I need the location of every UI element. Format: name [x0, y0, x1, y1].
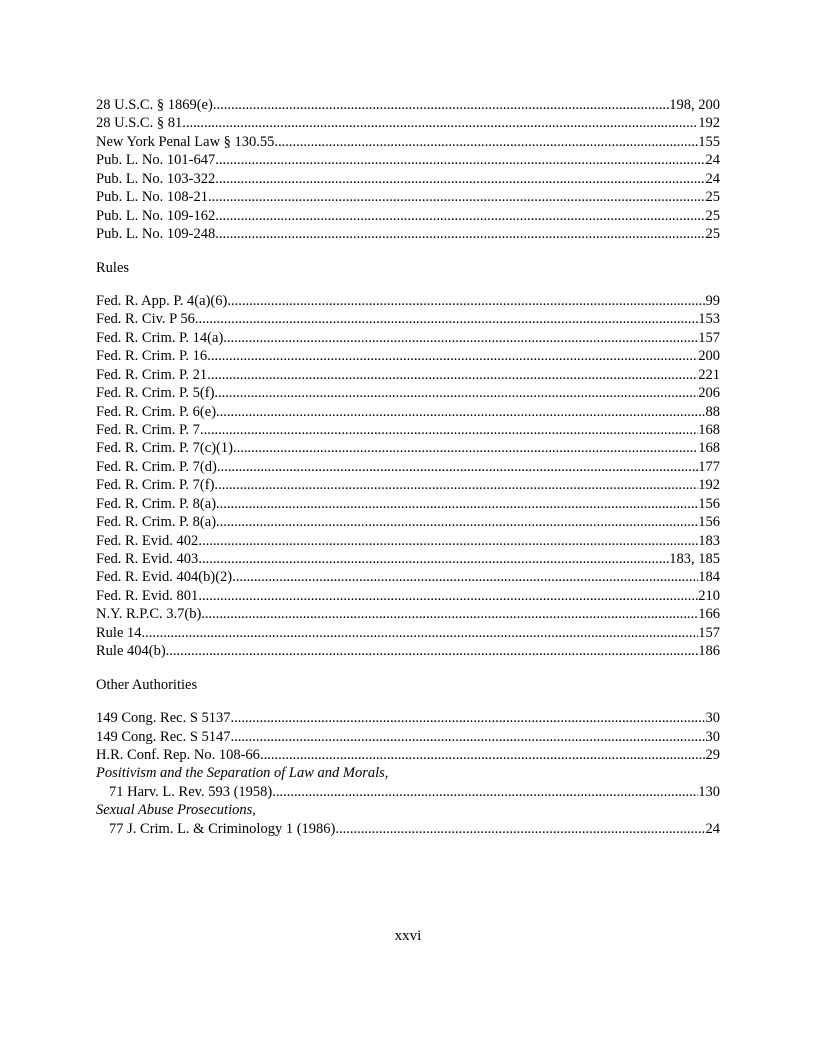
- toa-entry: [96, 292, 720, 310]
- dot-leader: [216, 495, 698, 513]
- page-reference: 192: [698, 477, 720, 494]
- dot-leader: [216, 403, 705, 421]
- toa-entry: [96, 624, 720, 642]
- page-reference: 200: [698, 348, 720, 365]
- citation: Fed. R. App. P. 4(a)(6): [96, 292, 228, 309]
- page-reference: 183, 185: [669, 551, 720, 568]
- page-reference: 130: [698, 783, 720, 800]
- toa-entry: [96, 403, 720, 421]
- citation: 28 U.S.C. § 81: [96, 115, 183, 132]
- citation: Fed. R. Civ. P 56: [96, 311, 195, 328]
- toa-entry: [96, 207, 720, 225]
- section-heading-rules: Rules: [96, 259, 130, 276]
- toa-entry: [96, 458, 720, 476]
- toa-entry: [96, 746, 720, 764]
- citation: Fed. R. Evid. 404(b)(2): [96, 569, 233, 586]
- citation: Pub. L. No. 109-162: [96, 207, 216, 224]
- toa-entry: [96, 310, 720, 328]
- citation: Fed. R. Crim. P. 8(a): [96, 514, 217, 531]
- dot-leader: [233, 439, 698, 457]
- citation: Fed. R. Crim. P. 7(f): [96, 477, 215, 494]
- citation: Rule 14: [96, 624, 142, 641]
- page-reference: 29: [705, 746, 720, 763]
- other-authorities-list: [96, 709, 720, 838]
- page-number: xxvi: [394, 928, 422, 944]
- page-reference: 157: [698, 624, 720, 641]
- page-reference: 192: [698, 115, 720, 132]
- citation: Fed. R. Crim. P. 16: [96, 348, 208, 365]
- toa-entry: [96, 513, 720, 531]
- page-reference: 221: [698, 366, 720, 383]
- dot-leader: [200, 421, 698, 439]
- page-reference: 24: [705, 170, 720, 187]
- dot-leader: [223, 329, 698, 347]
- dot-leader: [208, 188, 706, 206]
- page-reference: 25: [705, 226, 720, 243]
- article-title-text: Sexual Abuse Prosecutions: [96, 802, 253, 819]
- citation: Fed. R. Crim. P. 8(a): [96, 495, 217, 512]
- dot-leader: [198, 587, 698, 605]
- title-comma: ,: [252, 802, 256, 819]
- toa-entry: [96, 439, 720, 457]
- page-reference: 99: [705, 292, 720, 309]
- page-reference: 168: [698, 440, 720, 457]
- dot-leader: [260, 746, 706, 764]
- dot-leader: [231, 728, 706, 746]
- dot-leader: [195, 310, 698, 328]
- citation: Fed. R. Evid. 403: [96, 551, 199, 568]
- citation: Fed. R. Crim. P. 21: [96, 366, 208, 383]
- citation: Fed. R. Crim. P. 7: [96, 421, 200, 438]
- rules-list: [96, 292, 720, 661]
- toa-entry: [96, 783, 720, 801]
- dot-leader: [182, 114, 698, 132]
- toa-entry: [96, 133, 720, 151]
- toa-entry: [96, 170, 720, 188]
- dot-leader: [214, 476, 698, 494]
- citation: 77 J. Crim. L. & Criminology 1 (1986): [109, 820, 336, 837]
- citation: Fed. R. Evid. 402: [96, 532, 199, 549]
- citation: H.R. Conf. Rep. No. 108-66: [96, 746, 260, 763]
- toa-entry: [96, 476, 720, 494]
- page-reference: 30: [705, 728, 720, 745]
- dot-leader: [207, 366, 698, 384]
- page-reference: 153: [698, 311, 720, 328]
- toa-entry: [96, 642, 720, 660]
- section-heading-other-authorities: Other Authorities: [96, 676, 198, 693]
- toa-entry: [96, 820, 720, 838]
- toa-entry: [96, 225, 720, 243]
- dot-leader: [227, 292, 705, 310]
- dot-leader: [217, 458, 698, 476]
- article-title: [96, 764, 720, 782]
- table-of-authorities: [96, 96, 720, 838]
- page-reference: 183: [698, 532, 720, 549]
- citation: 149 Cong. Rec. S 5137: [96, 710, 231, 727]
- citation: 149 Cong. Rec. S 5147: [96, 728, 231, 745]
- page-reference: 25: [705, 207, 720, 224]
- page-reference: 198, 200: [669, 96, 720, 113]
- citation: Fed. R. Crim. P. 6(e): [96, 403, 217, 420]
- toa-entry: [96, 728, 720, 746]
- citation: 71 Harv. L. Rev. 593 (1958): [109, 783, 273, 800]
- toa-entry: [96, 532, 720, 550]
- dot-leader: [231, 709, 706, 727]
- page-reference: 156: [698, 514, 720, 531]
- page-reference: 156: [698, 495, 720, 512]
- page-reference: 24: [705, 152, 720, 169]
- page-reference: 166: [698, 606, 720, 623]
- page-reference: 155: [698, 133, 720, 150]
- page-reference: 184: [698, 569, 720, 586]
- page-reference: 206: [698, 385, 720, 402]
- page-reference: 24: [705, 820, 720, 837]
- dot-leader: [201, 605, 698, 623]
- dot-leader: [215, 170, 705, 188]
- dot-leader: [198, 550, 669, 568]
- citation: Pub. L. No. 109-248: [96, 226, 216, 243]
- page-reference: 177: [698, 458, 720, 475]
- citation: 28 U.S.C. § 1869(e): [96, 96, 213, 113]
- dot-leader: [232, 569, 698, 587]
- citation: Fed. R. Evid. 801: [96, 587, 199, 604]
- dot-leader: [215, 151, 705, 169]
- citation: N.Y. R.P.C. 3.7(b): [96, 606, 202, 623]
- toa-entry: [96, 495, 720, 513]
- toa-entry: [96, 188, 720, 206]
- page-reference: 210: [698, 587, 720, 604]
- title-comma: ,: [384, 765, 389, 782]
- toa-entry: [96, 384, 720, 402]
- dot-leader: [215, 225, 705, 243]
- dot-leader: [274, 133, 698, 151]
- citation: Fed. R. Crim. P. 5(f): [96, 385, 215, 402]
- page-reference: 25: [705, 189, 720, 206]
- citation: Fed. R. Crim. P. 7(d): [96, 458, 217, 475]
- citation: Pub. L. No. 101-647: [96, 152, 216, 169]
- citation: Pub. L. No. 108-21: [96, 189, 208, 206]
- page-reference: 186: [698, 643, 720, 660]
- page-reference: 157: [698, 329, 720, 346]
- dot-leader: [335, 820, 705, 838]
- page-reference: 168: [698, 421, 720, 438]
- article-title-text: Positivism and the Separation of Law and Morals: [96, 765, 385, 782]
- toa-entry: [96, 587, 720, 605]
- toa-entry: [96, 550, 720, 568]
- citation: Fed. R. Crim. P. 14(a): [96, 329, 224, 346]
- toa-entry: [96, 709, 720, 727]
- toa-entry: [96, 605, 720, 623]
- citation: Pub. L. No. 103-322: [96, 170, 216, 187]
- toa-entry: [96, 151, 720, 169]
- toa-entry: [96, 421, 720, 439]
- citation: New York Penal Law § 130.55: [96, 133, 275, 150]
- toa-entry: [96, 366, 720, 384]
- dot-leader: [214, 384, 698, 402]
- dot-leader: [215, 207, 705, 225]
- toa-entry: [96, 96, 720, 114]
- page-reference: 88: [705, 403, 720, 420]
- dot-leader: [142, 624, 699, 642]
- toa-entry: [96, 114, 720, 132]
- statutes-list: [96, 96, 720, 244]
- dot-leader: [216, 513, 698, 531]
- page-reference: 30: [705, 710, 720, 727]
- dot-leader: [213, 96, 669, 114]
- article-title: [96, 801, 720, 819]
- dot-leader: [198, 532, 698, 550]
- citation: Fed. R. Crim. P. 7(c)(1): [96, 440, 233, 457]
- toa-entry: [96, 347, 720, 365]
- toa-entry: [96, 329, 720, 347]
- dot-leader: [272, 783, 698, 801]
- dot-leader: [166, 642, 699, 660]
- toa-entry: [96, 569, 720, 587]
- dot-leader: [207, 347, 698, 365]
- citation: Rule 404(b): [96, 643, 166, 660]
